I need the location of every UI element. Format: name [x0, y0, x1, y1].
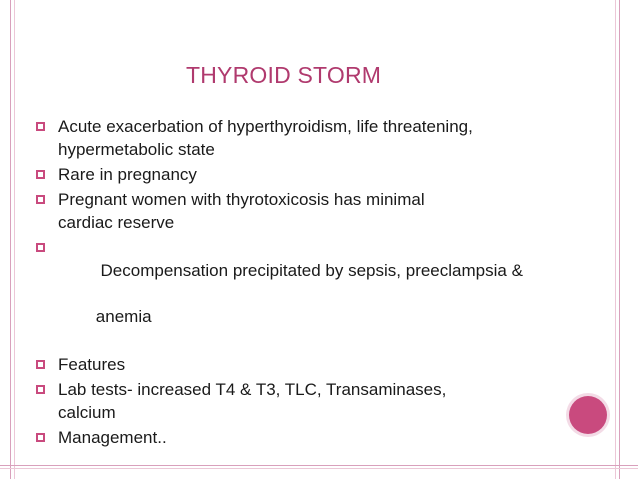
frame-line-left-inner: [14, 0, 15, 479]
hollow-square-bullet-icon: [36, 385, 45, 394]
bullet-item: [36, 426, 556, 449]
bullet-item: [36, 115, 556, 161]
hollow-square-bullet-icon: [36, 243, 45, 252]
frame-line-left: [10, 0, 11, 479]
frame-line-bottom-inner: [0, 468, 638, 469]
hollow-square-bullet-icon: [36, 360, 45, 369]
bullet-text: Decompensation precipitated by sepsis, preeclampsia & anemia: [95, 261, 523, 326]
bullet-list: [36, 115, 556, 451]
bullet-text: Management..: [58, 428, 167, 447]
bullet-text: Acute exacerbation of hyperthyroidism, life threatening, hypermetabolic state: [58, 117, 473, 159]
frame-line-bottom: [0, 465, 638, 466]
bullet-item: [36, 378, 556, 424]
bullet-text: Pregnant women with thyrotoxicosis has minimal cardiac reserve: [58, 190, 425, 232]
slide-title: THYROID STORM: [186, 62, 382, 88]
bullet-text: Lab tests- increased T4 & T3, TLC, Transaminases, calcium: [58, 380, 447, 422]
hollow-square-bullet-icon: [36, 170, 45, 179]
bullet-text: Features: [58, 355, 126, 374]
pink-circle-decoration-icon: [569, 396, 607, 434]
frame-line-right-inner: [615, 0, 616, 479]
bullet-text: Rare in pregnancy: [58, 165, 197, 184]
bullet-item: [36, 236, 556, 351]
bullet-item: [36, 163, 556, 186]
hollow-square-bullet-icon: [36, 122, 45, 131]
bullet-item: [36, 353, 556, 376]
hollow-square-bullet-icon: [36, 195, 45, 204]
bullet-item: [36, 188, 556, 234]
hollow-square-bullet-icon: [36, 433, 45, 442]
frame-line-right: [619, 0, 620, 479]
